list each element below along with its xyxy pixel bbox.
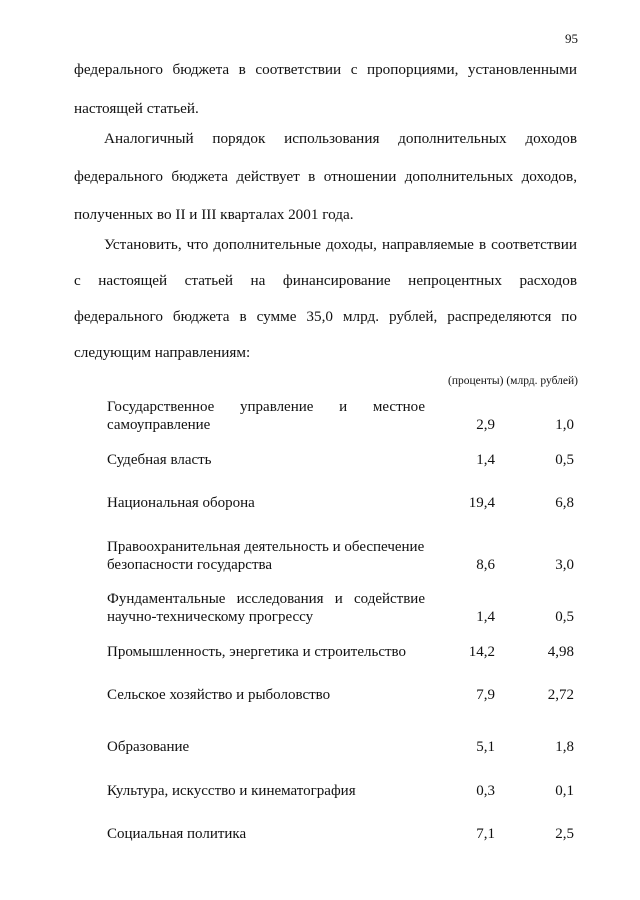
row-percent: 1,4 — [476, 452, 495, 468]
row-label — [107, 590, 425, 626]
row-label: Образование — [107, 739, 190, 755]
row-billions: 0,1 — [555, 783, 574, 799]
paragraph-line: с настоящей статьей на финансирование непроцентных расходов — [74, 272, 577, 289]
table-row — [107, 494, 578, 514]
row-percent: 0,3 — [476, 783, 495, 799]
row-percent: 5,1 — [476, 739, 495, 755]
row-label: Национальная оборона — [107, 495, 255, 511]
row-label-line: безопасности государства — [107, 557, 273, 573]
table-row — [107, 686, 578, 706]
paragraph-line: федерального бюджета в сумме 35,0 млрд. рублей, распределяются по — [74, 308, 577, 325]
table-row — [107, 738, 578, 758]
row-percent: 14,2 — [468, 644, 495, 660]
row-label: Промышленность, энергетика и строительство — [107, 644, 407, 660]
row-percent: 1,4 — [476, 609, 495, 625]
row-percent: 8,6 — [476, 557, 495, 573]
row-percent: 7,9 — [476, 687, 495, 703]
paragraph-line: полученных во II и III кварталах 2001 года. — [74, 206, 354, 223]
row-label: Культура, искусство и кинематография — [107, 783, 356, 799]
row-billions: 4,98 — [547, 644, 574, 660]
row-label-line: Фундаментальные исследования и содействие — [107, 591, 425, 607]
row-percent: 2,9 — [476, 417, 495, 433]
row-billions: 0,5 — [555, 452, 574, 468]
row-label-line: самоуправление — [107, 417, 211, 433]
row-label-line: Государственное управление и местное — [107, 399, 425, 415]
paragraph-3 — [74, 235, 577, 363]
row-label: Судебная власть — [107, 452, 212, 468]
table-row — [107, 590, 578, 628]
paragraph-line: Аналогичный порядок использования дополнительных доходов — [104, 130, 577, 147]
paragraph-line: следующим направлениям: — [74, 344, 251, 361]
row-billions: 2,5 — [555, 826, 574, 842]
paragraph-2 — [74, 129, 577, 225]
paragraph-1 — [74, 60, 577, 119]
row-label: Сельское хозяйство и рыболовство — [107, 687, 331, 703]
page-number: 95 — [565, 31, 578, 46]
table-row — [107, 643, 578, 663]
row-label-line: научно-техническому прогрессу — [107, 609, 314, 625]
table-row — [107, 825, 578, 845]
paragraph-line: Установить, что дополнительные доходы, направляемые в соответствии — [104, 236, 577, 253]
row-billions: 2,72 — [547, 687, 574, 703]
table-row — [107, 398, 578, 436]
row-billions: 0,5 — [555, 609, 574, 625]
row-label-line: Правоохранительная деятельность и обеспечение — [107, 539, 425, 555]
table-row — [107, 538, 578, 576]
row-billions: 1,0 — [555, 417, 574, 433]
table-header: (проценты) (млрд. рублей) — [448, 375, 578, 387]
row-label: Социальная политика — [107, 826, 247, 842]
row-billions: 1,8 — [555, 739, 574, 755]
table-row — [107, 451, 578, 471]
row-label — [107, 398, 425, 434]
row-percent: 7,1 — [476, 826, 495, 842]
row-billions: 6,8 — [555, 495, 574, 511]
paragraph-line: федерального бюджета действует в отношении дополнительных доходов, — [74, 168, 577, 185]
row-percent: 19,4 — [468, 495, 495, 511]
row-label — [107, 538, 425, 574]
table-row — [107, 782, 578, 802]
paragraph-line: настоящей статьей. — [74, 100, 199, 117]
row-billions: 3,0 — [555, 557, 574, 573]
paragraph-line: федерального бюджета в соответствии с пропорциями, установленными — [74, 61, 577, 78]
